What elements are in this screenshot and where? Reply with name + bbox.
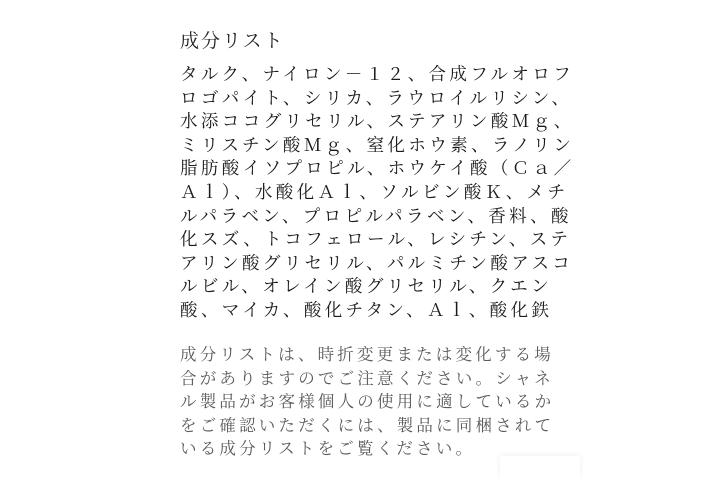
ingredients-disclaimer xyxy=(180,343,554,461)
ingredients-line: Ａｌ）、水酸化Ａｌ、ソルビン酸Ｋ、メチ xyxy=(180,182,569,203)
ingredients-line: 脂肪酸イソプロピル、ホウケイ酸（Ｃａ／ xyxy=(180,159,575,180)
disclaimer-line: ル製品がお客様個人の使用に適しているか xyxy=(180,392,555,412)
bottom-overlay-card xyxy=(500,456,580,480)
ingredients-line: 酸、マイカ、酸化チタン、Ａｌ、酸化鉄 xyxy=(180,300,553,321)
ingredients-line: タルク、ナイロン－１２、合成フルオロフ xyxy=(180,65,575,85)
ingredients-line: ルパラベン、プロピルパラベン、香料、酸 xyxy=(180,206,572,227)
ingredients-line: ミリスチン酸Ｍｇ、窒化ホウ素、ラノリン xyxy=(180,135,575,156)
disclaimer-line: いる成分リストをご覧ください。 xyxy=(180,439,476,459)
disclaimer-line: 成分リストは、時折変更または変化する場 xyxy=(180,345,554,364)
ingredients-title: 成分リスト xyxy=(180,30,285,52)
ingredients-line: 化スズ、トコフェロール、レシチン、ステ xyxy=(180,230,572,251)
ingredients-line: ルビル、オレイン酸グリセリル、クエン xyxy=(180,277,552,298)
disclaimer-line: をご確認いただくには、製品に同梱されて xyxy=(180,415,555,435)
ingredients-line: アリン酸グリセリル、パルミチン酸アスコ xyxy=(180,253,574,274)
ingredients-line: 水添ココグリセリル、ステアリン酸Ｍｇ、 xyxy=(180,112,575,133)
ingredients-line: ロゴパイト、シリカ、ラウロイルリシン、 xyxy=(180,88,573,109)
ingredients-list xyxy=(180,64,574,324)
disclaimer-line: 合がありますのでご注意ください。シャネ xyxy=(180,368,554,388)
